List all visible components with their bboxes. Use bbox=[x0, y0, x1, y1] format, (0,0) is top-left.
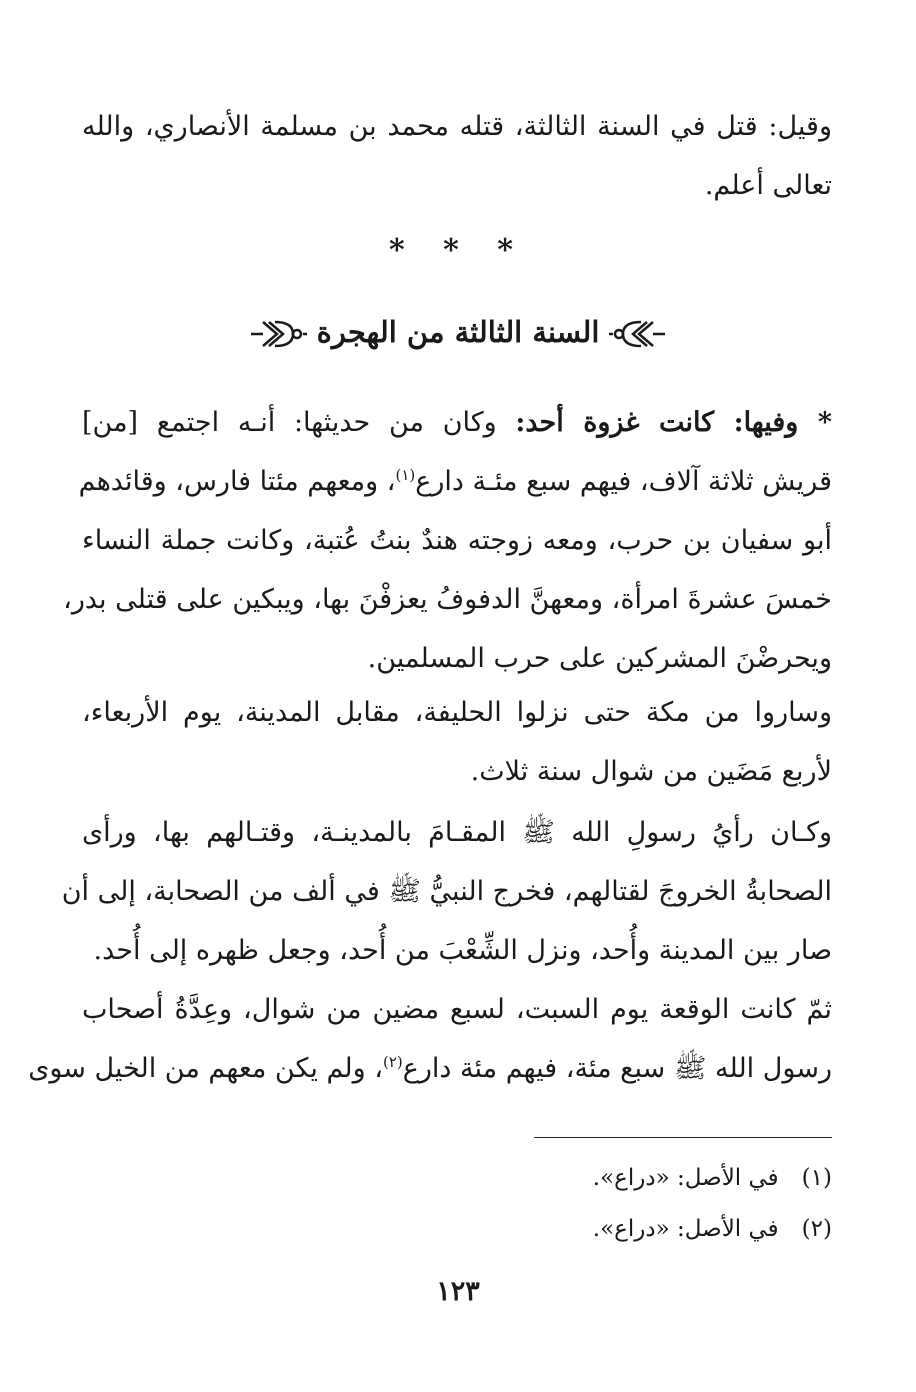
intro-paragraph bbox=[82, 97, 832, 215]
text-line bbox=[78, 452, 832, 511]
text-line: ثمّ كانت الوقعة يوم السبت، لسبع مضين من شوال، وعِدَّةُ أصحاب bbox=[82, 994, 832, 1025]
text-run: ، ولم يكن معهم من الخيل سوى bbox=[28, 1053, 383, 1084]
text-line: ويحرضْنَ المشركين على حرب المسلمين. bbox=[367, 643, 832, 674]
text-line: الصحابةُ الخروجَ لقتالهم، فخرج النبيُّ ﷺ في ألف من الصحابة، إلى أن bbox=[61, 876, 832, 907]
paragraph-battle bbox=[28, 980, 832, 1098]
text-line: أبو سفيان بن حرب، ومعه زوجته هندٌ بنتُ عُتبة، وكانت جملة النساء bbox=[82, 525, 832, 556]
paragraph-uhud bbox=[63, 393, 833, 688]
footnotes bbox=[132, 1153, 832, 1255]
text-run: رسول الله ﷺ سبع مئة، فيهم مئة دارع bbox=[402, 1053, 832, 1084]
ornament-left-icon bbox=[247, 314, 307, 354]
text-run: وكان من حديثها: أنـه اجتمع [من] bbox=[82, 407, 516, 438]
footnote-divider bbox=[534, 1137, 832, 1138]
text-run: قريش ثلاثة آلاف، فيهم سبع مئـة دارع bbox=[415, 466, 832, 497]
bold-lead: * وفيها: كانت غزوة أحد: bbox=[515, 407, 833, 438]
page-number: ١٢٣ bbox=[436, 1276, 480, 1307]
section-heading bbox=[0, 302, 916, 362]
text-line: وساروا من مكة حتى نزلوا الحليفة، مقابل المدينة، يوم الأربعاء، bbox=[82, 697, 832, 728]
footnote-item bbox=[132, 1153, 832, 1204]
text-line: تعالى أعلم. bbox=[704, 170, 832, 201]
text-line: صار بين المدينة وأُحد، ونزل الشِّعْبَ من أُحد، وجعل ظهره إلى أُحد. bbox=[93, 935, 832, 966]
footnote-ref[interactable]: (٢) bbox=[382, 1053, 403, 1071]
text-line bbox=[82, 393, 832, 452]
section-separator: * * * bbox=[389, 233, 527, 268]
paragraph-prophet-opinion bbox=[61, 803, 832, 980]
footnote-text: في الأصل: «دراع». bbox=[592, 1216, 779, 1242]
text-line: وكـان رأيُ رسولِ الله ﷺ المقـامَ بالمدينـة، وقتـالهم بها، ورأى bbox=[82, 817, 832, 848]
section-title: السنة الثالثة من الهجرة bbox=[316, 315, 600, 349]
text-line: وقيل: قتل في السنة الثالثة، قتله محمد بن مسلمة الأنصاري، والله bbox=[82, 111, 832, 142]
footnote-number: (٢) bbox=[801, 1216, 832, 1242]
text-line bbox=[28, 1039, 832, 1098]
footnote-ref[interactable]: (١) bbox=[395, 466, 416, 484]
text-run: ، ومعهم مئتا فارس، وقائدهم bbox=[78, 466, 396, 497]
footnote-number: (١) bbox=[801, 1165, 832, 1191]
text-line: خمسَ عشرةَ امرأة، ومعهنَّ الدفوفُ يعزفْنَ بها، ويبكين على قتلى بدر، bbox=[63, 584, 832, 615]
footnote-item bbox=[132, 1204, 832, 1255]
text-line: لأربع مَضَين من شوال سنة ثلاث. bbox=[470, 756, 832, 787]
footnote-text: في الأصل: «دراع». bbox=[592, 1165, 779, 1191]
ornament-right-icon bbox=[609, 314, 669, 354]
paragraph-march bbox=[82, 683, 832, 801]
